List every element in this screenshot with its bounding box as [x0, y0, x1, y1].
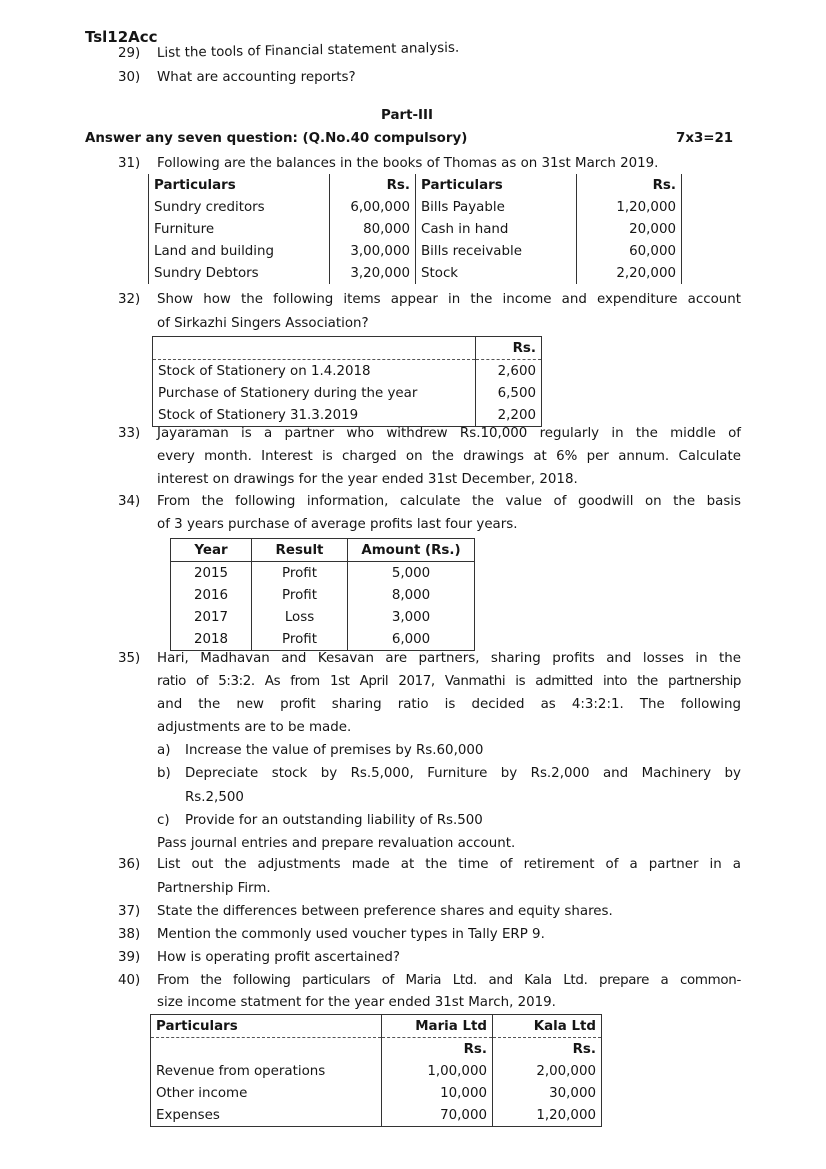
question-34-line: From the following information, calculate the value of goodwill on the basis [157, 494, 741, 509]
question-35-line: adjustments are to be made. [157, 720, 352, 735]
question-31-text: Following are the balances in the books of Thomas as on 31st March 2019. [157, 156, 659, 171]
header-cell: Result [252, 539, 348, 562]
cell: 2016 [193, 587, 229, 603]
table-header-row [151, 1015, 602, 1038]
question-34-line: of 3 years purchase of average profits last four years. [157, 517, 518, 532]
cell: Profit [252, 584, 348, 606]
part-marks: 7x3=21 [676, 131, 734, 146]
header-cell: Maria Ltd [382, 1015, 493, 1038]
question-number: 35) [118, 651, 141, 666]
header-cell: Particulars [149, 174, 330, 196]
item-label: c) [157, 813, 170, 828]
question-40-line: size income statment for the year ended 31st March, 2019. [157, 995, 556, 1010]
header-cell: Particulars [156, 1018, 238, 1034]
header-cell: Rs. [330, 174, 416, 196]
table-row [151, 1060, 602, 1082]
cell: 2,00,000 [493, 1060, 602, 1082]
question-number: 33) [118, 426, 141, 441]
cell: 30,000 [493, 1082, 602, 1104]
cell: 1,20,000 [577, 196, 682, 218]
paper-code: Tsl12Acc [85, 28, 158, 46]
question-40-line: From the following particulars of Maria Ltd. and Kala Ltd. prepare a common- [157, 973, 741, 988]
question-number: 29) [118, 46, 141, 61]
cell: Purchase of Stationery during the year [158, 385, 418, 401]
cell: 8,000 [348, 584, 475, 606]
table-row [153, 404, 542, 427]
header-cell: Year [194, 542, 228, 558]
question-35-line: ratio of 5:3:2. As from 1st April 2017, Vanmathi is admitted into the partnership [157, 674, 741, 689]
cell: Bills Payable [416, 196, 577, 218]
cell: 80,000 [330, 218, 416, 240]
cell: 2,200 [476, 404, 542, 427]
cell: Sundry creditors [149, 196, 330, 218]
cell: Loss [252, 606, 348, 628]
item-text: Increase the value of premises by Rs.60,000 [185, 743, 484, 758]
cell: 6,000 [348, 628, 475, 651]
table-header-row [149, 174, 682, 196]
unit-cell: Rs. [382, 1038, 493, 1061]
table-row [149, 262, 682, 284]
question-30-text: What are accounting reports? [157, 70, 356, 85]
question-33-line: every month. Interest is charged on the drawings at 6% per annum. Calculate [157, 449, 741, 464]
cell: 3,00,000 [330, 240, 416, 262]
cell: Profit [252, 562, 348, 585]
question-number: 36) [118, 857, 141, 872]
table-row [149, 196, 682, 218]
question-32-line: Show how the following items appear in the income and expenditure account [157, 292, 741, 307]
question-number: 30) [118, 70, 141, 85]
item-text: Depreciate stock by Rs.5,000, Furniture by Rs.2,000 and Machinery by [185, 766, 741, 781]
cell: Cash in hand [416, 218, 577, 240]
question-35-closing: Pass journal entries and prepare revaluation account. [157, 836, 516, 851]
unit-cell: Rs. [493, 1038, 602, 1061]
header-cell: Amount (Rs.) [348, 539, 475, 562]
cell: Stock [416, 262, 577, 284]
question-number: 34) [118, 494, 141, 509]
item-label: b) [157, 766, 171, 781]
part-title: Part-III [381, 108, 433, 123]
item-label: a) [157, 743, 171, 758]
cell: 6,500 [476, 382, 542, 404]
question-number: 37) [118, 904, 141, 919]
table-row [151, 1082, 602, 1104]
part-instruction: Answer any seven question: (Q.No.40 compulsory) [85, 131, 468, 146]
cell: Other income [156, 1085, 248, 1101]
cell: 60,000 [577, 240, 682, 262]
question-32-line: of Sirkazhi Singers Association? [157, 316, 369, 331]
question-37-text: State the differences between preference shares and equity shares. [157, 904, 613, 919]
cell: 20,000 [577, 218, 682, 240]
cell: 2018 [193, 631, 229, 647]
table-row [149, 218, 682, 240]
table-header-row [171, 539, 475, 562]
table-row [153, 382, 542, 404]
cell: Land and building [149, 240, 330, 262]
cell: Revenue from operations [156, 1063, 326, 1079]
header-cell: Particulars [416, 174, 577, 196]
question-36-line: Partnership Firm. [157, 881, 271, 896]
cell: 6,00,000 [330, 196, 416, 218]
cell: 2,20,000 [577, 262, 682, 284]
question-33-line: Jayaraman is a partner who withdrew Rs.10,000 regularly in the middle of [157, 426, 741, 441]
stationery-table [152, 336, 542, 427]
income-statement-table [150, 1014, 602, 1127]
cell: Furniture [149, 218, 330, 240]
table-row [171, 584, 475, 606]
cell: 2,600 [476, 360, 542, 383]
cell: 5,000 [348, 562, 475, 585]
cell: 2015 [193, 565, 229, 581]
item-text: Provide for an outstanding liability of Rs.500 [185, 813, 483, 828]
cell: 3,000 [348, 606, 475, 628]
question-number: 38) [118, 927, 141, 942]
question-36-line: List out the adjustments made at the time of retirement of a partner in a [157, 857, 741, 872]
question-number: 31) [118, 156, 141, 171]
question-number: 40) [118, 973, 141, 988]
table-row [171, 606, 475, 628]
cell: 2017 [193, 609, 229, 625]
cell: 70,000 [382, 1104, 493, 1127]
question-33-line: interest on drawings for the year ended 31st December, 2018. [157, 472, 578, 487]
header-cell: Rs. [577, 174, 682, 196]
item-text: Rs.2,500 [185, 790, 244, 805]
cell: Bills receivable [416, 240, 577, 262]
cell: 10,000 [382, 1082, 493, 1104]
question-35-line: and the new profit sharing ratio is decided as 4:3:2:1. The following [157, 697, 741, 712]
cell: Stock of Stationery 31.3.2019 [158, 407, 359, 423]
table-row [153, 360, 542, 383]
table-row [151, 1104, 602, 1127]
cell: Expenses [156, 1107, 220, 1123]
header-cell: Rs. [476, 337, 542, 360]
table-row [149, 240, 682, 262]
question-number: 32) [118, 292, 141, 307]
cell: 3,20,000 [330, 262, 416, 284]
cell: Stock of Stationery on 1.4.2018 [158, 363, 371, 379]
question-35-line: Hari, Madhavan and Kesavan are partners, sharing profits and losses in the [157, 651, 741, 666]
table-row [171, 628, 475, 651]
profits-table [170, 538, 475, 651]
question-29-text: List the tools of Financial statement analysis. [156, 40, 460, 61]
question-number: 39) [118, 950, 141, 965]
cell: Profit [252, 628, 348, 651]
cell: 1,00,000 [382, 1060, 493, 1082]
table-row [171, 562, 475, 585]
cell: Sundry Debtors [149, 262, 330, 284]
question-39-text: How is operating profit ascertained? [157, 950, 400, 965]
header-cell: Kala Ltd [493, 1015, 602, 1038]
balances-table [148, 174, 682, 284]
cell: 1,20,000 [493, 1104, 602, 1127]
question-38-text: Mention the commonly used voucher types in Tally ERP 9. [157, 927, 545, 942]
